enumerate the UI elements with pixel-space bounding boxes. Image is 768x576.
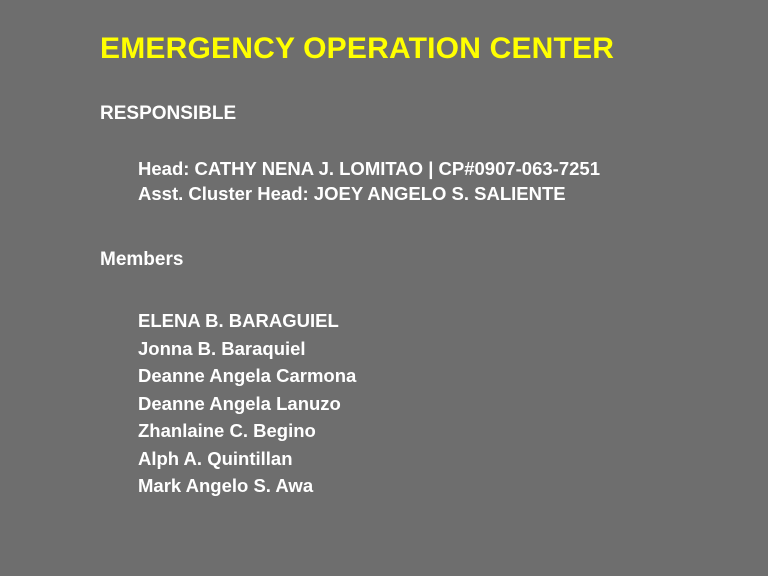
- list-item: Asst. Cluster Head: JOEY ANGELO S. SALIENTE: [138, 183, 566, 204]
- list-item: Head: CATHY NENA J. LOMITAO | CP#0907-063-7251: [138, 158, 600, 179]
- list-item: ELENA B. BARAGUIEL: [138, 310, 339, 331]
- section-label-members: Members: [100, 249, 184, 270]
- list-item: Mark Angelo S. Awa: [138, 475, 314, 496]
- list-item: Deanne Angela Carmona: [138, 365, 357, 386]
- list-item: Jonna B. Baraquiel: [138, 337, 306, 359]
- section-label-responsible: RESPONSIBLE: [100, 103, 237, 124]
- list-item: Deanne Angela Lanuzo: [138, 392, 341, 414]
- page-title: EMERGENCY OPERATION CENTER: [100, 32, 615, 65]
- responsible-leads-list: [138, 156, 600, 206]
- list-item: Zhanlaine C. Begino: [138, 420, 316, 441]
- list-item: Alph A. Quintillan: [138, 447, 293, 469]
- members-list: [138, 307, 356, 500]
